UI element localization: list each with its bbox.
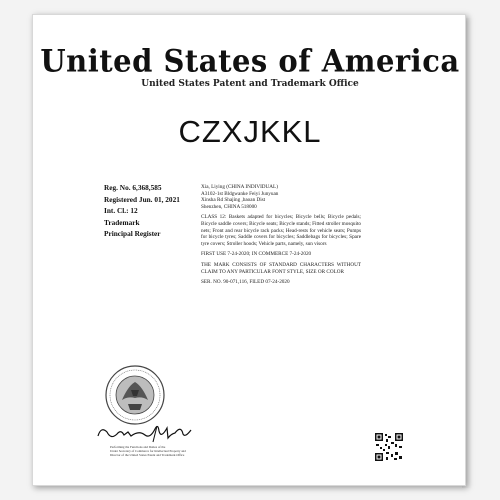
goods-class: CLASS 12: Baskets adapted for bicycles; Bicycle bells; Bicycle pedals; Bicycle saddle covers; Bicycle seats; Bicycle stands; Fitted stroller mosquito nets; Front and rear bicycle rack packs; Head-rests for vehicle seats; Pumps for bicycle tyres; Saddle covers for bicycles; Saddlebags for bicycles; Spare tyre covers; Stroller hoods; Vehicle parts, namely, sun visors (201, 214, 361, 247)
registration-details (201, 180, 361, 290)
owner-address-3: Shenzhen, CHINA 518000 (201, 203, 257, 210)
mark-type: Trademark (104, 217, 140, 227)
serial-number: SER. NO. 90-071,116, FILED 07-24-2020 (201, 279, 290, 286)
signature-icon (95, 420, 195, 446)
standard-characters: THE MARK CONSISTS OF STANDARD CHARACTERS WITHOUT CLAIM TO ANY PARTICULAR FONT STYLE, SIZE OR COLOR (201, 261, 361, 275)
uspto-seal-icon (104, 364, 166, 426)
reg-date: Registered Jun. 01, 2021 (104, 194, 180, 204)
director-fineprint (110, 445, 210, 457)
owner-address-2: Xinsha Rd Shajing ,baoan Dist (201, 197, 266, 204)
registration-info (104, 182, 194, 240)
owner-name: Xia, Liying (CHINA INDIVIDUAL) (201, 184, 278, 190)
first-use: FIRST USE 7-24-2020; IN COMMERCE 7-24-2020 (201, 251, 312, 258)
certificate-title: United States of America (40, 43, 460, 79)
fineprint-line-1: Performing the Functions and Duties of the (110, 445, 166, 449)
certificate-subtitle: United States Patent and Trademark Office (141, 79, 359, 89)
register-type: Principal Register (104, 229, 161, 238)
fineprint-line-3: Director of the United States Patent and Trademark Office (110, 453, 185, 457)
fineprint-line-2: Under Secretary of Commerce for Intellectual Property and (110, 449, 186, 453)
reg-number: Reg. No. 6,368,585 (104, 183, 162, 192)
owner-address-1: A3102-1st Bldgwanke Feiyi Junyuan (201, 190, 279, 197)
trademark-word-mark: CZXJKKL (178, 114, 322, 149)
int-class: Int. Cl.: 12 (104, 206, 138, 215)
qr-code-icon (374, 432, 404, 462)
